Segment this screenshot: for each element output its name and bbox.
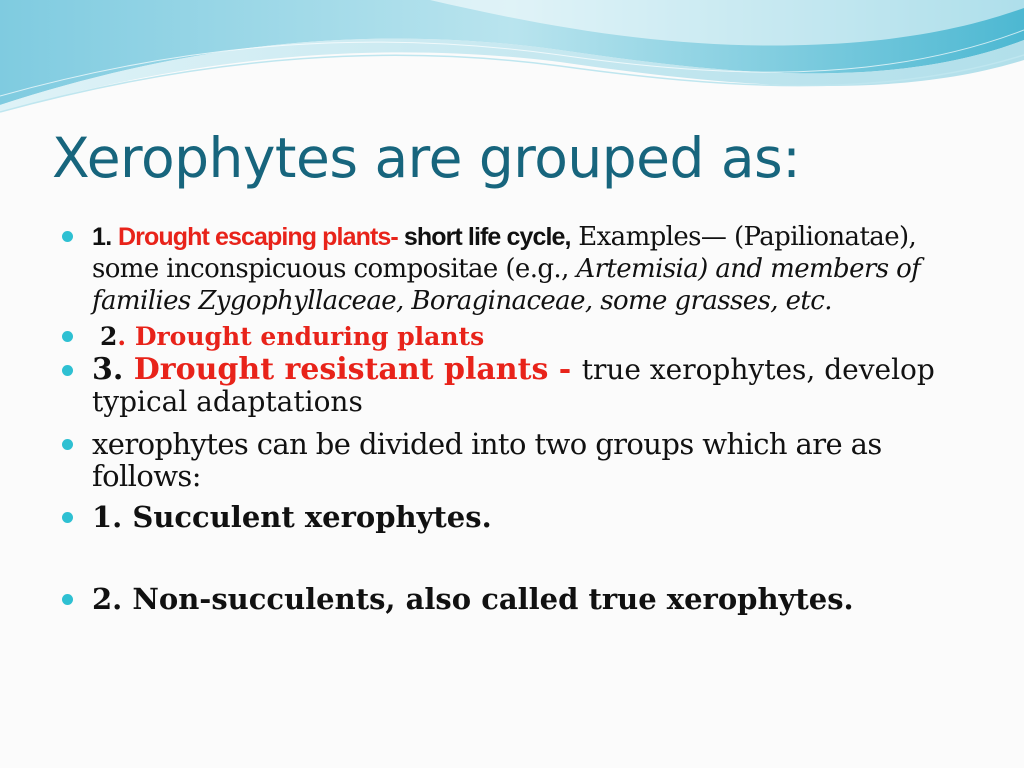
bullet-dot-icon xyxy=(62,439,73,450)
bullet1-number: 1. xyxy=(92,223,118,251)
bullet1-examples: Examples— (Papilionatae), some inconspicuous compositae (e.g., xyxy=(92,222,917,284)
bullet2-number: 2 xyxy=(100,322,118,351)
bullet3-heading: Drought resistant plants - xyxy=(133,352,582,387)
bullet6-text: 2. Non-succulents, also called true xerophytes. xyxy=(92,582,854,616)
bullet-drought-resistant xyxy=(60,354,980,418)
bullet-dot-icon xyxy=(62,231,73,242)
bullet-dot-icon xyxy=(62,512,73,523)
header-wave-decoration xyxy=(0,0,1024,120)
bullet-succulent xyxy=(60,501,980,533)
slide-title: Xerophytes are grouped as: xyxy=(52,126,801,190)
bullet3-text: true xerophytes, develop typical adaptations xyxy=(92,353,935,418)
bullet-divided xyxy=(60,428,980,492)
bullet-drought-escaping xyxy=(60,220,980,317)
bullet-drought-enduring xyxy=(60,321,980,353)
bullet2-heading: . Drought enduring plants xyxy=(117,322,485,351)
bullet-list xyxy=(60,220,980,615)
bullet5-text: 1. Succulent xerophytes. xyxy=(92,500,492,534)
bullet1-lifecycle: short life cycle, xyxy=(397,223,571,251)
bullet3-number: 3. xyxy=(92,352,134,387)
bullet-dot-icon xyxy=(62,365,73,376)
bullet-non-succulent xyxy=(60,583,980,615)
bullet1-heading: Drought escaping plants- xyxy=(118,223,398,251)
bullet1-italic: Artemisia) and members of families Zygophyllaceae, Boraginaceae, some grasses, etc. xyxy=(92,254,921,316)
bullet-dot-icon xyxy=(62,331,73,342)
bullet-dot-icon xyxy=(62,594,73,605)
bullet4-text: xerophytes can be divided into two groups which are as follows: xyxy=(92,427,882,493)
